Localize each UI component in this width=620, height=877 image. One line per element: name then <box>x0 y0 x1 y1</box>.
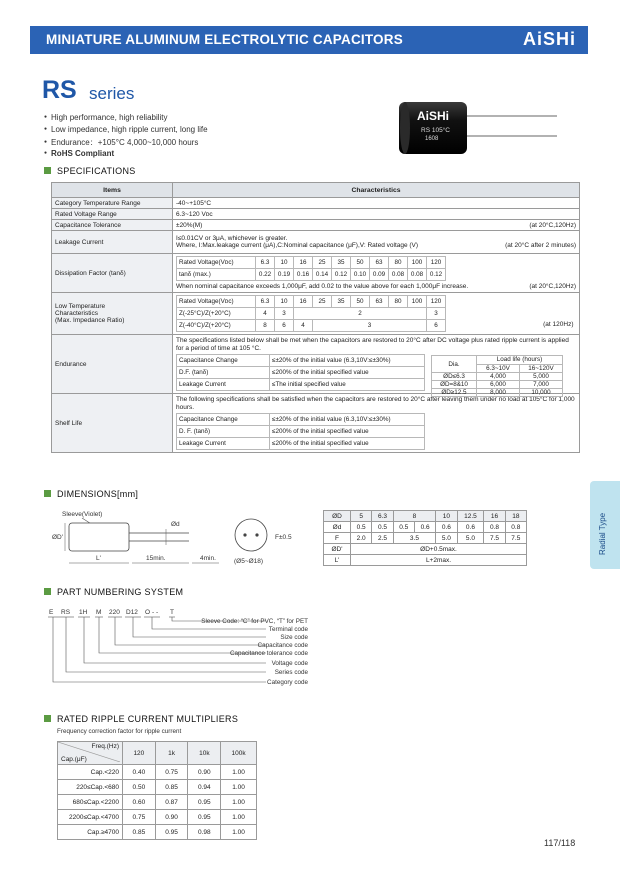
freq-label: Freq.(Hz) <box>91 743 119 750</box>
cell: 0.5 <box>393 522 414 533</box>
cell: L+2max. <box>351 555 527 566</box>
spec-note: (at 20°C,120Hz) <box>529 283 576 290</box>
cell: 6 <box>275 320 294 332</box>
page-number: 117/118 <box>544 838 576 848</box>
cell: 0.09 <box>370 269 389 281</box>
row-label: Z(-25°C)/Z(+20°C) <box>177 308 256 320</box>
cell: 18 <box>505 511 526 522</box>
row-label: L' <box>324 555 351 566</box>
cell: 80 <box>389 257 408 269</box>
spec-note: (at 20°C after 2 minutes) <box>505 242 576 249</box>
cell: 35 <box>332 257 351 269</box>
cell: 0.85 <box>155 780 188 795</box>
col-header: 16~120V <box>520 364 563 373</box>
label-sleeve: Sleeve Code: “C” for PVC, “T” for PET <box>201 618 308 625</box>
spec-value: -40~+105°C <box>173 198 580 209</box>
spec-intro: The following specifications shall be satisfied when the capacitors are restored to 20°C after leaving them under no load at 105°C for 1,000 hours. <box>176 396 575 411</box>
row-label: Z(-40°C)/Z(+20°C) <box>177 320 256 332</box>
col-header: Load life (hours) <box>477 356 563 365</box>
code-category: E <box>49 609 54 616</box>
row-label: Leakage Current <box>177 438 270 450</box>
cell: 25 <box>313 257 332 269</box>
dimension-table <box>323 510 527 566</box>
brand-logo: AiSHi <box>522 29 576 49</box>
spec-value: I≤0.01CV or 3μA, whichever is greater. <box>176 235 288 242</box>
col-header: 120 <box>123 742 156 765</box>
row-label: tanδ (max.) <box>177 269 256 281</box>
row-label: Ød <box>324 522 351 533</box>
cell: 0.6 <box>457 522 484 533</box>
cell: 0.95 <box>155 825 188 840</box>
cell: ØD+0.5max. <box>351 544 527 555</box>
spec-item: Characteristics <box>55 310 98 317</box>
cell: 0.60 <box>123 795 156 810</box>
cell: 6.3 <box>256 296 275 308</box>
cell: ≤±20% of the initial value (6.3,10V:≤±30%) <box>270 355 425 367</box>
spec-item: Capacitance Tolerance <box>52 220 173 231</box>
label-category: Category code <box>267 679 308 686</box>
cell: 10,000 <box>520 389 563 397</box>
cell: 0.08 <box>389 269 408 281</box>
section-marker-icon <box>44 588 51 595</box>
spec-value: ±20%(M) <box>176 221 203 229</box>
col-items: Items <box>52 183 173 198</box>
cell: ≤200% of the initial specified value <box>270 367 425 379</box>
cell: 1.00 <box>221 765 257 780</box>
cell: 16 <box>294 257 313 269</box>
cell: 16 <box>484 511 505 522</box>
spec-note: (at 20°C,120Hz) <box>529 221 576 229</box>
code-sleeve: T <box>170 609 174 616</box>
cell: 2 <box>294 308 427 320</box>
load-life-table <box>431 355 563 397</box>
row-label: Cap.≥4700 <box>58 825 123 840</box>
cell: 0.94 <box>188 780 221 795</box>
part-numbering-diagram <box>44 605 324 693</box>
cell: ≤200% of the initial specified value <box>270 426 425 438</box>
cell: 3 <box>275 308 294 320</box>
dimensions-heading: DIMENSIONS[mm] <box>44 489 138 499</box>
label-tolerance: Capacitance tolerance code <box>229 650 308 657</box>
spec-footnote: When nominal capacitance exceeds 1,000μF, add 0.02 to the value above for each 1,000μF increase. <box>176 283 469 290</box>
dimension-drawing <box>44 503 314 573</box>
cell: 10 <box>436 511 457 522</box>
cell: 0.5 <box>372 522 393 533</box>
pitch-label: F±0.5 <box>275 534 292 541</box>
col-header: Dia. <box>432 356 477 373</box>
specifications-table <box>51 182 580 453</box>
label-series: Series code <box>274 669 308 676</box>
cell: 0.95 <box>188 795 221 810</box>
capacitor-rating: RS 105°C <box>421 127 450 134</box>
code-voltage: 1H <box>79 609 88 616</box>
length-label: L' <box>96 555 101 562</box>
page-title: MINIATURE ALUMINUM ELECTROLYTIC CAPACITORS <box>46 32 403 47</box>
specifications-heading: SPECIFICATIONS <box>44 166 136 176</box>
cell: 8 <box>393 511 436 522</box>
cell: 10 <box>275 257 294 269</box>
cell: 5.0 <box>457 533 484 544</box>
cell: 7.5 <box>484 533 505 544</box>
cell: 0.12 <box>427 269 446 281</box>
cell: 0.85 <box>123 825 156 840</box>
row-label: 220≤Cap.<680 <box>58 780 123 795</box>
spec-value: 6.3~120 Vᴅᴄ <box>173 209 580 220</box>
low-temp-table <box>176 295 446 332</box>
cell: 35 <box>332 296 351 308</box>
cell: 0.50 <box>123 780 156 795</box>
cell: ≤±20% of the initial value (6.3,10V:≤±30%) <box>270 414 425 426</box>
cell: 80 <box>389 296 408 308</box>
cell: 63 <box>370 296 389 308</box>
row-label: Leakage Current <box>177 379 270 391</box>
spec-item: Rated Voltage Range <box>52 209 173 220</box>
od-label: ØD' <box>52 534 63 541</box>
cell: 2.5 <box>372 533 393 544</box>
row-label: ØD' <box>324 544 351 555</box>
label-size: Size code <box>280 634 308 641</box>
cell: 0.90 <box>155 810 188 825</box>
cell: 3.5 <box>393 533 436 544</box>
section-marker-icon <box>44 715 51 722</box>
cell: ØD≥12.5 <box>432 389 477 397</box>
cell: 6 <box>427 320 446 332</box>
cell: 1.00 <box>221 825 257 840</box>
cell: 0.08 <box>408 269 427 281</box>
row-label: Capacitance Change <box>177 355 270 367</box>
code-dash-1: - <box>152 609 155 616</box>
cell: 5,000 <box>520 373 563 381</box>
endurance-table <box>176 354 425 391</box>
spec-item: Leakage Current <box>52 231 173 254</box>
cell: 0.14 <box>313 269 332 281</box>
spec-item: Endurance <box>52 335 173 394</box>
cell: ØD≤6.3 <box>432 373 477 381</box>
lead-diameter-label: Ød <box>171 521 180 528</box>
capacitor-brand: AiSHi <box>417 109 450 123</box>
cell: ØD=8&10 <box>432 381 477 389</box>
label-capacitance: Capacitance code <box>257 642 308 649</box>
series-code: RS <box>42 76 77 104</box>
side-tab-label: Radial Type <box>598 512 607 555</box>
cell: 5 <box>351 511 372 522</box>
cell: 4,000 <box>477 373 520 381</box>
ripple-subtitle: Frequency correction factor for ripple current <box>57 728 182 735</box>
cell: 0.16 <box>294 269 313 281</box>
feature-item: ● Low impedance, high ripple current, long life <box>44 125 208 134</box>
cell: 8,000 <box>477 389 520 397</box>
cell: 0.95 <box>188 810 221 825</box>
cell: 0.6 <box>436 522 457 533</box>
row-label: F <box>324 533 351 544</box>
cap-label: Cap.(μF) <box>61 756 87 763</box>
cell: 0.75 <box>155 765 188 780</box>
cell: 50 <box>351 296 370 308</box>
code-size: D12 <box>126 609 138 616</box>
code-terminal: O <box>145 609 151 616</box>
col-characteristics: Characteristics <box>173 183 580 198</box>
cell: 6.3 <box>372 511 393 522</box>
cell: 0.6 <box>414 522 435 533</box>
code-dash-2: - <box>156 609 159 616</box>
section-marker-icon <box>44 167 51 174</box>
cell: 6,000 <box>477 381 520 389</box>
ripple-table <box>57 741 257 840</box>
cell: 0.40 <box>123 765 156 780</box>
diameter-range-label: (Ø5~Ø18) <box>234 558 264 565</box>
col-header: 1k <box>155 742 188 765</box>
row-label: ØD <box>324 511 351 522</box>
row-label: Capacitance Change <box>177 414 270 426</box>
feature-item: ● High performance, high reliability <box>44 113 168 122</box>
label-terminal: Terminal code <box>268 626 308 633</box>
lead-gap-label: 4min. <box>200 555 216 562</box>
lead-length-label: 15min. <box>146 555 166 562</box>
spec-value: Where, I:Max.leakage current (μA),C:Nominal capacitance (μF),V: Rated voltage (V) <box>176 242 419 249</box>
cell: 1.00 <box>221 810 257 825</box>
section-marker-icon <box>44 490 51 497</box>
row-label: D. F. (tanδ) <box>177 426 270 438</box>
ripple-heading: RATED RIPPLE CURRENT MULTIPLIERS <box>44 714 238 724</box>
cell: 16 <box>294 296 313 308</box>
shelf-table <box>176 413 425 450</box>
cell: 50 <box>351 257 370 269</box>
side-tab-radial-type <box>590 481 620 569</box>
col-header: 100k <box>221 742 257 765</box>
cell: 2.0 <box>351 533 372 544</box>
cell: 0.98 <box>188 825 221 840</box>
cell: 120 <box>427 257 446 269</box>
cell: ≤The initial specified value <box>270 379 425 391</box>
cell: 0.87 <box>155 795 188 810</box>
cell: 100 <box>408 296 427 308</box>
col-header: 6.3~10V <box>477 364 520 373</box>
cell: 7,000 <box>520 381 563 389</box>
cell: 120 <box>427 296 446 308</box>
code-tolerance: M <box>96 609 102 616</box>
spec-item: (Max. Impedance Ratio) <box>55 317 125 324</box>
spec-item: Shelf Life <box>52 394 173 453</box>
cell: 0.75 <box>123 810 156 825</box>
cell: 0.10 <box>351 269 370 281</box>
cell: 25 <box>313 296 332 308</box>
cell: 7.5 <box>505 533 526 544</box>
row-label: Rated Voltage(Vᴅᴄ) <box>177 296 256 308</box>
spec-item: Category Temperature Range <box>52 198 173 209</box>
spec-item: Dissipation Factor (tanδ) <box>52 254 173 293</box>
row-label: Cap.<220 <box>58 765 123 780</box>
series-word: series <box>89 84 135 103</box>
cell: 0.19 <box>275 269 294 281</box>
col-header: 10k <box>188 742 221 765</box>
cell: 4 <box>256 308 275 320</box>
code-series: RS <box>61 609 71 616</box>
spec-intro: The specifications listed below shall be met when the capacitors are restored to 20°C after DC voltage plus rated ripple current is applied for a period of time at 105 °C. <box>176 337 569 352</box>
spec-note: (at 120Hz) <box>543 321 574 328</box>
row-label: 680≤Cap.<2200 <box>58 795 123 810</box>
cell: 3 <box>313 320 427 332</box>
part-numbering-heading: PART NUMBERING SYSTEM <box>44 587 183 597</box>
cell: ≤200% of the initial specified value <box>270 438 425 450</box>
capacitor-image <box>395 96 565 162</box>
row-label: D.F. (tanδ) <box>177 367 270 379</box>
capacitor-date: 1608 <box>425 136 439 142</box>
cell: 100 <box>408 257 427 269</box>
feature-item: ● RoHS Compliant <box>44 149 114 158</box>
cell: 0.22 <box>256 269 275 281</box>
header-bar <box>30 26 588 54</box>
cell: 1.00 <box>221 795 257 810</box>
spec-item: Low Temperature <box>55 303 106 310</box>
dissipation-table <box>176 256 446 281</box>
cell: 4 <box>294 320 313 332</box>
cell: 8 <box>256 320 275 332</box>
cell: 10 <box>275 296 294 308</box>
cell: 12.5 <box>457 511 484 522</box>
cell: 0.12 <box>332 269 351 281</box>
cell: 5.0 <box>436 533 457 544</box>
code-capacitance: 220 <box>109 609 120 616</box>
sleeve-label: Sleeve(Violet) <box>62 511 103 518</box>
cell: 3 <box>427 308 446 320</box>
row-label: 2200≤Cap.<4700 <box>58 810 123 825</box>
cell: 0.8 <box>484 522 505 533</box>
label-voltage: Voltage code <box>271 660 308 667</box>
feature-item: ● Endurance：+105°C 4,000~10,000 hours <box>44 137 198 148</box>
row-label: Rated Voltage(Vᴅᴄ) <box>177 257 256 269</box>
cell: 6.3 <box>256 257 275 269</box>
cell: 0.5 <box>351 522 372 533</box>
cell: 0.8 <box>505 522 526 533</box>
cell: 1.00 <box>221 780 257 795</box>
cell: 63 <box>370 257 389 269</box>
cell: 0.90 <box>188 765 221 780</box>
